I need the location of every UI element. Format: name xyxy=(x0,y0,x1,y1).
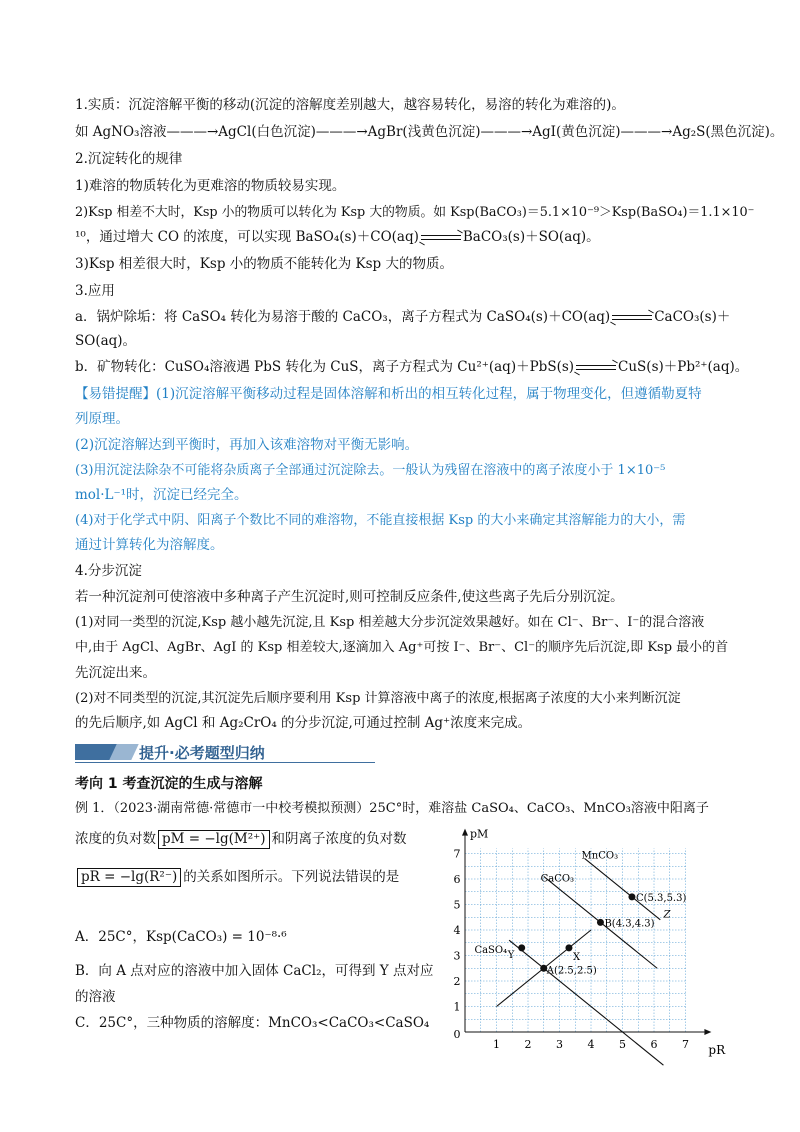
text-fragment: a．锅炉除垢：将 CaSO₄ 转化为易溶于酸的 CaCO₃，离子方程式为 CaSO₄(s)＋CO(aq) xyxy=(75,309,611,325)
option-line: 的溶液 xyxy=(75,989,116,1005)
x-tick-label: 4 xyxy=(587,1038,595,1051)
option-line xyxy=(75,928,435,946)
origin-label: 0 xyxy=(453,1028,461,1041)
y-tick-label: 6 xyxy=(453,873,461,886)
tip-label: 【易错提醒】 xyxy=(75,386,156,402)
text-line: 先沉淀出来。 xyxy=(75,665,156,681)
formula-box: pR = −lg(R²⁻) xyxy=(77,868,181,887)
data-point xyxy=(518,944,525,951)
x-tick-label: 3 xyxy=(556,1038,563,1051)
text-line: 2.沉淀转化的规律 xyxy=(75,151,183,167)
formula: Ksp(CaCO₃) = 10⁻⁸·⁶ xyxy=(146,929,287,945)
point-label: Y xyxy=(507,949,515,961)
point-label: B(4.3,4.3) xyxy=(604,918,655,930)
text-fragment: CaCO₃(s)＋ xyxy=(654,309,731,325)
text-fragment: 浓度的负对数 xyxy=(75,831,156,847)
text-fragment: 的关系如图所示。下列说法错误的是 xyxy=(183,869,400,885)
text-fragment: A．25C°， xyxy=(75,929,147,945)
text-line: 的先后顺序,如 AgCl 和 Ag₂CrO₄ 的分步沉淀,可通过控制 Ag⁺浓度来完成。 xyxy=(75,715,532,731)
y-tick-label: 1 xyxy=(453,1000,461,1014)
text-fragment: b．矿物转化：CuSO₄溶液遇 PbS 转化为 CuS，离子方程式为 Cu²⁺(aq)＋PbS(s) xyxy=(75,359,575,375)
tip-line: (2)沉淀溶解达到平衡时，再加入该难溶物对平衡无影响。 xyxy=(75,437,419,453)
text-line: 1.实质：沉淀溶解平衡的移动(沉淀的溶解度差别越大，越容易转化，易溶的转化为难溶的)。 xyxy=(75,97,625,113)
x-tick-label: 2 xyxy=(524,1038,532,1051)
text-line: 3)Ksp 相差很大时，Ksp 小的物质不能转化为 Ksp 大的物质。 xyxy=(75,256,453,272)
tip-line: 通过计算转化为溶解度。 xyxy=(75,537,224,553)
text-line: 1)难溶的物质转化为更难溶的物质较易实现。 xyxy=(75,178,346,194)
pm-pr-chart xyxy=(440,820,740,1070)
example-line: 例 1．（2023·湖南常德·常德市一中校考模拟预测）25C°时，难溶盐 CaSO₄、CaCO₃、MnCO₃溶液中阳离子 xyxy=(75,801,709,816)
data-point xyxy=(628,893,635,900)
data-point xyxy=(565,944,572,951)
formula-box: pM = −lg(M²⁺) xyxy=(158,830,270,849)
text-line: SO(aq)。 xyxy=(75,333,137,349)
banner-rule xyxy=(75,762,375,763)
text-fragment: 和阴离子浓度的负对数 xyxy=(271,831,407,847)
equilibrium-arrow-icon xyxy=(419,233,463,243)
x-axis-arrow-icon xyxy=(704,1029,711,1035)
series-label: CaSO₄ xyxy=(474,944,508,956)
x-tick-label: 5 xyxy=(619,1038,626,1051)
equilibrium-arrow-icon xyxy=(574,363,618,373)
option-line: B．向 A 点对应的溶液中加入固体 CaCl₂，可得到 Y 点对应 xyxy=(75,963,434,979)
text-line: 3.应用 xyxy=(75,283,115,299)
text-line: 如 AgNO₃溶液———→AgCl(白色沉淀)———→AgBr(浅黄色沉淀)———→AgI(黄色沉淀)———→Ag₂S(黑色沉淀)。 xyxy=(75,124,784,140)
point-label: X xyxy=(572,951,581,963)
point-label: A(2.5,2.5) xyxy=(546,965,597,977)
tip-line: mol·L⁻¹时，沉淀已经完全。 xyxy=(75,487,248,503)
y-axis-arrow-icon xyxy=(462,829,468,836)
text-line xyxy=(75,308,730,326)
series-label: CaCO₃ xyxy=(540,873,575,885)
series-label: MnCO₃ xyxy=(581,850,619,862)
x-tick-label: 7 xyxy=(682,1038,689,1051)
tip-line: (3)用沉淀法除杂不可能将杂质离子全部通过沉淀除去。一般认为残留在溶液中的离子浓度小于 1×10⁻⁵ xyxy=(75,463,666,478)
text-fragment: BaCO₃(s)＋SO(aq)。 xyxy=(462,229,600,245)
text-line xyxy=(75,358,749,376)
y-tick-label: 5 xyxy=(453,898,461,912)
equilibrium-arrow-icon xyxy=(610,313,654,323)
data-point xyxy=(597,919,604,926)
annotation-label: Z xyxy=(663,909,671,921)
example-line xyxy=(75,830,435,849)
banner-title: 提升·必考题型归纳 xyxy=(139,744,265,762)
text-line: 若一种沉淀剂可使溶液中多种离子产生沉淀时,则可控制反应条件,使这些离子先后分别沉淀。 xyxy=(75,589,624,605)
section-heading: 考向 1 考查沉淀的生成与溶解 xyxy=(75,776,263,792)
tip-line xyxy=(75,385,730,403)
x-axis-label: pR xyxy=(708,1043,726,1057)
text-line xyxy=(75,228,730,246)
text-fragment: CuS(s)＋Pb²⁺(aq)。 xyxy=(618,359,749,375)
text-fragment: (1)沉淀溶解平衡移动过程是固体溶解和析出的相互转化过程，属于物理变化，但遵循勒夏特 xyxy=(156,386,702,402)
text-line: 中,由于 AgCl、AgBr、AgI 的 Ksp 相差较大,逐滴加入 Ag⁺可按 I⁻、Br⁻、Cl⁻的顺序先后沉淀,即 Ksp 最小的首 xyxy=(75,640,729,655)
y-tick-label: 7 xyxy=(453,847,461,861)
x-tick-label: 6 xyxy=(650,1038,658,1051)
tip-line: 列原理。 xyxy=(75,411,129,427)
tip-line: (4)对于化学式中阴、阳离子个数比不同的难溶物，不能直接根据 Ksp 的大小来确定其溶解能力的大小，需 xyxy=(75,513,686,528)
text-line: 2)Ksp 相差不大时，Ksp 小的物质可以转化为 Ksp 大的物质。如 Ksp(BaCO₃)＝5.1×10⁻⁹＞Ksp(BaSO₄)＝1.1×10⁻ xyxy=(75,205,755,220)
example-line xyxy=(75,868,435,887)
option-line: C．25C°，三种物质的溶解度：MnCO₃<CaCO₃<CaSO₄ xyxy=(75,1015,430,1031)
text-fragment: ¹⁰，通过增大 CO 的浓度，可以实现 BaSO₄(s)＋CO(aq) xyxy=(75,229,419,245)
point-label: C(5.3,5.3) xyxy=(635,892,687,904)
series-line xyxy=(509,940,663,1065)
x-tick-label: 1 xyxy=(493,1038,500,1051)
text-line: (1)对同一类型的沉淀,Ksp 越小越先沉淀,且 Ksp 相差越大分步沉淀效果越好。如在 Cl⁻、Br⁻、I⁻的混合溶液 xyxy=(75,615,705,630)
text-line: (2)对不同类型的沉淀,其沉淀先后顺序要利用 Ksp 计算溶液中离子的浓度,根据离子浓度的大小来判断沉淀 xyxy=(75,691,681,706)
y-axis-label: pM xyxy=(470,827,489,841)
y-tick-label: 2 xyxy=(453,975,461,988)
y-tick-label: 4 xyxy=(453,924,461,937)
y-tick-label: 3 xyxy=(453,949,461,963)
section-banner xyxy=(75,740,375,764)
text-line: 4.分步沉淀 xyxy=(75,563,142,579)
